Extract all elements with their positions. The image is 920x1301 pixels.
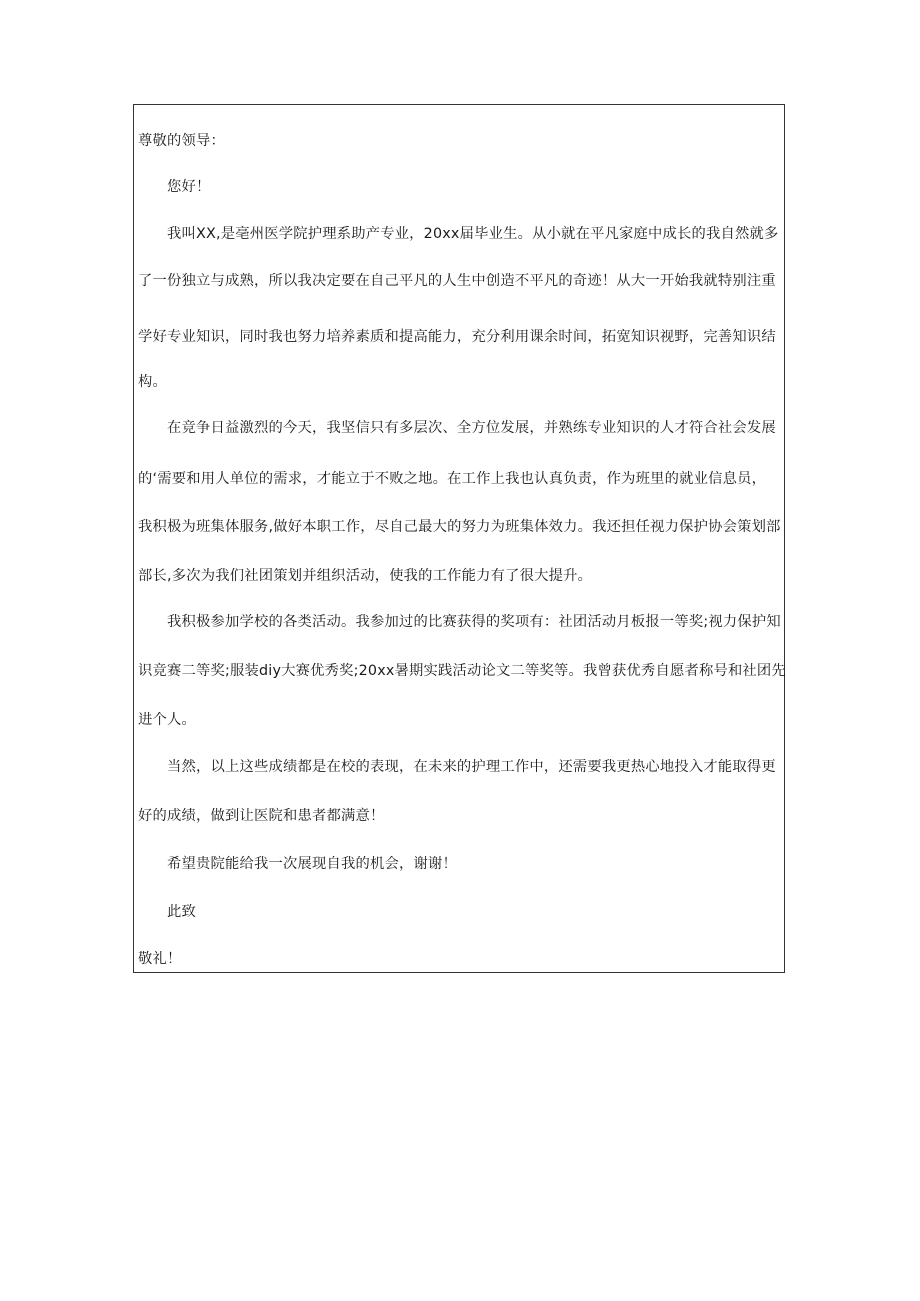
paragraph-2-line-4: 部长,多次为我们社团策划并组织活动，使我的工作能力有了很大提升。 xyxy=(138,568,593,584)
closing: 此致 xyxy=(167,904,196,920)
paragraph-2-line-2: 的‘需要和用人单位的需求，才能立于不败之地。在工作上我也认真负责，作为班里的就业信息员， xyxy=(138,471,767,487)
regards: 敬礼！ xyxy=(138,951,182,967)
letter-frame xyxy=(133,104,785,973)
paragraph-1-line-3: 学好专业知识，同时我也努力培养素质和提高能力，充分利用课余时间，拓宽知识视野，完善知识结 xyxy=(138,329,776,345)
paragraph-1-line-2: 了一份独立与成熟，所以我决定要在自己平凡的人生中创造不平凡的奇迹！从大一开始我就特别注重 xyxy=(138,273,776,289)
salutation: 尊敬的领导： xyxy=(138,133,225,149)
paragraph-3-line-3: 进个人。 xyxy=(138,712,196,728)
paragraph-2-line-1: 在竞争日益激烈的今天，我坚信只有多层次、全方位发展，并熟练专业知识的人才符合社会发展 xyxy=(167,420,776,436)
paragraph-4-line-2: 好的成绩，做到让医院和患者都满意！ xyxy=(138,808,385,824)
paragraph-1-line-4: 构。 xyxy=(138,374,167,390)
paragraph-4-line-1: 当然，以上这些成绩都是在校的表现，在未来的护理工作中，还需要我更热心地投入才能取得更 xyxy=(167,759,776,775)
paragraph-1-line-1: 我叫XX,是亳州医学院护理系助产专业，20xx届毕业生。从小就在平凡家庭中成长的我自然就多 xyxy=(167,226,779,242)
paragraph-2-line-3: 我积极为班集体服务,做好本职工作，尽自己最大的努力为班集体效力。我还担任视力保护协会策划部 xyxy=(138,519,781,535)
paragraph-5: 希望贵院能给我一次展现自我的机会，谢谢！ xyxy=(167,856,457,872)
paragraph-3-line-1: 我积极参加学校的各类活动。我参加过的比赛获得的奖项有：社团活动月板报一等奖;视力保护知 xyxy=(167,614,781,630)
greeting: 您好！ xyxy=(167,179,211,195)
paragraph-3-line-2: 识竞赛二等奖;服装diy大赛优秀奖;20xx暑期实践活动论文二等奖等。我曾获优秀自愿者称号和社团先 xyxy=(138,663,786,679)
